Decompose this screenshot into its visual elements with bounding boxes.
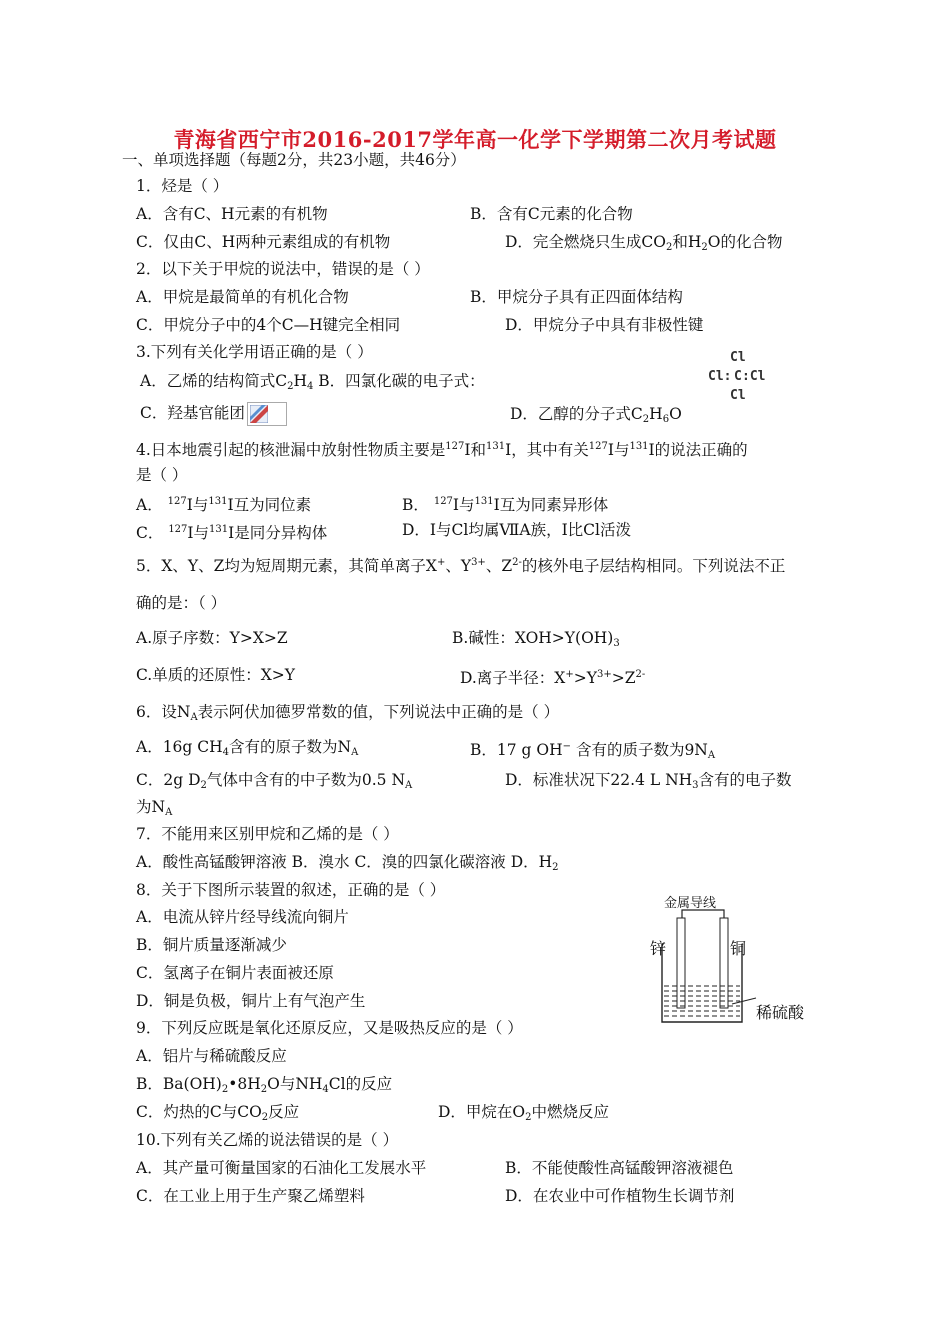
q8-option-a: A．电流从锌片经导线流向铜片 xyxy=(136,908,349,926)
q5-stem-cont: 确的是：（ ） xyxy=(136,594,227,612)
q6-stem: 6．设$N_A$表示阿伏加德罗常数的值，下列说法中正确的是（ ） xyxy=(136,703,560,723)
q1-stem: 1．烃是（ ） xyxy=(136,177,229,195)
q10-option-c: C．在工业上用于生产聚乙烯塑料 xyxy=(136,1187,365,1205)
q3-stem: 3.下列有关化学用语正确的是（ ） xyxy=(136,343,373,361)
q5-option-a: A.原子序数：Y>X>Z xyxy=(136,629,288,647)
label-zinc: 锌 xyxy=(650,939,667,958)
q7-options: A．酸性高锰酸钾溶液 B．溴水 C．溴的四氯化碳溶液 D．$H_2$ xyxy=(136,853,559,873)
q8-option-c: C．氢离子在铜片表面被还原 xyxy=(136,964,334,982)
q1-option-d: D．完全燃烧只生成$CO_2$和$H_2O$的化合物 xyxy=(505,233,783,253)
q5-stem: 5．X、Y、Z均为短周期元素，其简单离子X+、$Y^{3+}$、$Z^{2-}$的核外电子层结构相同。下列说法不正 xyxy=(136,557,786,575)
label-copper: 铜 xyxy=(730,939,747,958)
q10-option-a: A．其产量可衡量国家的石油化工发展水平 xyxy=(136,1159,427,1177)
q6-option-b: B．17 g OH− 含有的质子数为$9N_A$ xyxy=(470,741,716,761)
q2-option-d: D．甲烷分子中具有非极性键 xyxy=(505,316,704,334)
ccl4-cl-right: :Cl xyxy=(742,369,766,384)
q3-option-c: C．羟基官能团 xyxy=(140,402,287,426)
exam-title: 青海省西宁市2016-2017学年高一化学下学期第二次月考试题 xyxy=(173,127,777,152)
q6-option-d-cont: 为$N_A$ xyxy=(136,798,173,818)
ccl4-cl-top: Cl xyxy=(730,350,746,365)
q9-stem: 9．下列反应既是氧化还原反应，又是吸热反应的是（ ） xyxy=(136,1019,523,1037)
q9-option-d: D．甲烷在$O_2$中燃烧反应 xyxy=(438,1103,610,1123)
q5-option-c: C.单质的还原性：X>Y xyxy=(136,666,295,684)
ccl4-c-center: C xyxy=(734,369,742,384)
q9-option-c: C．灼热的C与$CO_2$反应 xyxy=(136,1103,300,1123)
broken-image-icon xyxy=(247,402,287,426)
q4-option-a: A． $^{127}$I与$^{131}$I互为同位素 xyxy=(136,496,312,514)
q4-stem-cont: 是（ ） xyxy=(136,466,188,484)
q6-option-c: C．2g $D_2$气体中含有的中子数为0.5 $N_A$ xyxy=(136,771,413,791)
q8-stem: 8．关于下图所示装置的叙述，正确的是（ ） xyxy=(136,881,446,899)
q2-option-a: A．甲烷是最简单的有机化合物 xyxy=(136,288,349,306)
q4-option-b: B． $^{127}$I与$^{131}$I互为同素异形体 xyxy=(402,496,609,514)
q3-option-d: D．乙醇的分子式$C_2H_6O$ xyxy=(510,405,682,425)
q10-option-d: D．在农业中可作植物生长调节剂 xyxy=(505,1187,735,1205)
q6-option-a: A．16g $CH_4$含有的原子数为$N_A$ xyxy=(136,738,359,758)
ccl4-cl-bottom: Cl xyxy=(730,388,746,403)
q6-option-d: D．标准状况下22.4 L $NH_3$含有的电子数 xyxy=(505,771,792,791)
q10-stem: 10.下列有关乙烯的说法错误的是（ ） xyxy=(136,1131,399,1149)
q8-option-d: D．铜是负极，铜片上有气泡产生 xyxy=(136,992,366,1010)
label-dilute-sulfuric-acid: 稀硫酸 xyxy=(756,1003,805,1022)
q2-option-c: C．甲烷分子中的4个C—H键完全相同 xyxy=(136,316,401,334)
q8-option-b: B．铜片质量逐渐减少 xyxy=(136,936,287,954)
ccl4-cl-left: Cl: xyxy=(708,369,732,384)
q3-option-ab: A．乙烯的结构简式$C_2H_4$ B．四氯化碳的电子式： xyxy=(140,372,485,392)
ccl4-electron-formula xyxy=(708,350,774,408)
q5-option-d: D.离子半径：$X^+>Y^{3+}>Z^{2-}$ xyxy=(460,669,646,687)
q5-option-b: B.碱性：$XOH>Y(OH)_3$ xyxy=(452,629,620,649)
label-metal-wire: 金属导线 xyxy=(664,896,717,911)
q7-stem: 7．不能用来区别甲烷和乙烯的是（ ） xyxy=(136,825,399,843)
q4-stem: 4.日本地震引起的核泄漏中放射性物质主要是$^{127}$I和$^{131}$I，其中有关$^{127}$I与$^{131}$I的说法正确的 xyxy=(136,441,748,459)
q4-option-d: D．I与Cl均属ⅦA族，I比Cl活泼 xyxy=(402,521,632,539)
q4-option-c: C． $^{127}$I与$^{131}$I是同分异构体 xyxy=(136,524,328,542)
q2-option-b: B．甲烷分子具有正四面体结构 xyxy=(470,288,683,306)
q1-option-c: C．仅由C、H两种元素组成的有机物 xyxy=(136,233,391,251)
q10-option-b: B．不能使酸性高锰酸钾溶液褪色 xyxy=(505,1159,734,1177)
q9-option-a: A．铝片与稀硫酸反应 xyxy=(136,1047,287,1065)
galvanic-cell-figure xyxy=(640,888,840,1028)
q9-option-b: B．$Ba(OH)_2•8H_2O$与$NH_4Cl$的反应 xyxy=(136,1075,393,1095)
q1-option-b: B．含有C元素的化合物 xyxy=(470,205,633,223)
q2-stem: 2．以下关于甲烷的说法中，错误的是（ ） xyxy=(136,260,430,278)
q1-option-a: A．含有C、H元素的有机物 xyxy=(136,205,328,223)
section-heading: 一、单项选择题（每题2分，共23小题，共46分） xyxy=(122,151,466,169)
